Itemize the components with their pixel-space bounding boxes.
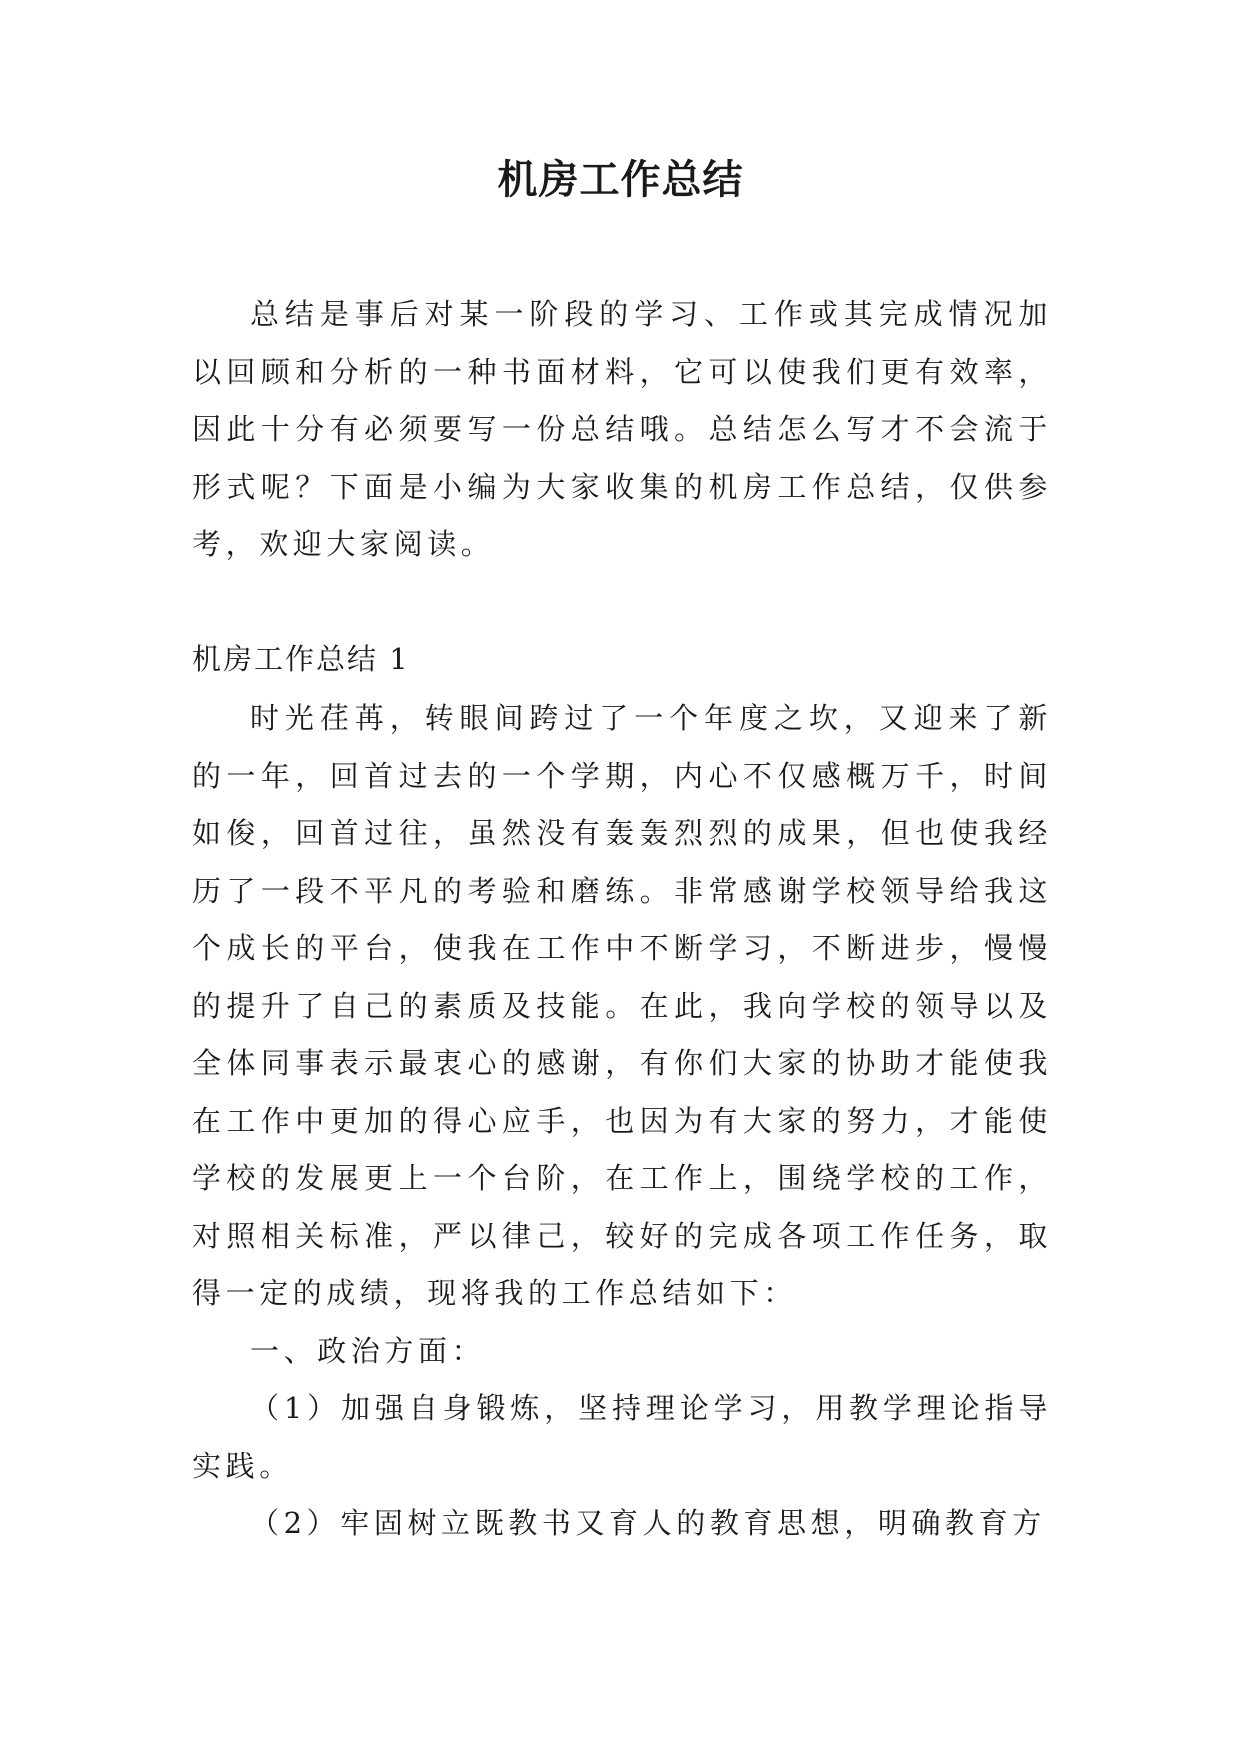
list-item: （2）牢固树立既教书又育人的教育思想，明确教育方 [250, 1506, 1046, 1540]
document-body [192, 286, 1052, 1553]
section-heading: 一、政治方面： [250, 1333, 486, 1368]
section-title: 机房工作总结 1 [192, 641, 410, 676]
document-title: 机房工作总结 [497, 156, 744, 203]
intro-paragraph: 总结是事后对某一阶段的学习、工作或其完成情况加以回顾和分析的一种书面材料，它可以使我们更有效率，因此十分有必须要写一份总结哦。总结怎么写才不会流于形式呢？下面是小编为大家收集的机房工作总结，仅供参考，欢迎大家阅读。 [192, 297, 1052, 561]
body-paragraph: 时光荏苒，转眼间跨过了一个年度之坎，又迎来了新的一年，回首过去的一个学期，内心不仅感概万千，时间如俊，回首过往，虽然没有轰轰烈烈的成果，但也使我经历了一段不平凡的考验和磨练。非常感谢学校领导给我这个成长的平台，使我在工作中不断学习，不断进步，慢慢的提升了自己的素质及技能。在此，我向学校的领导以及全体同事表示最衷心的感谢，有你们大家的协助才能使我在工作中更加的得心应手，也因为有大家的努力，才能使学校的发展更上一个台阶，在工作上，围绕学校的工作，对照相关标准，严以律己，较好的完成各项工作任务，取得一定的成绩，现将我的工作总结如下： [192, 701, 1052, 1310]
list-item: （1）加强自身锻炼，坚持理论学习，用教学理论指导实践。 [192, 1391, 1052, 1483]
